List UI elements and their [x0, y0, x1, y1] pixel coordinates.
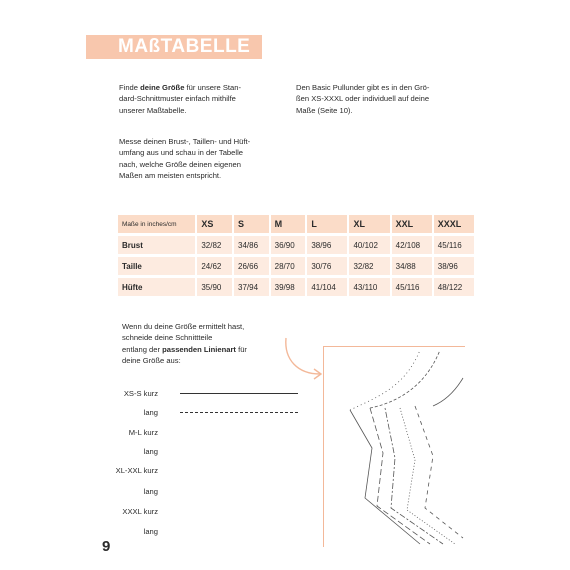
table-row [118, 257, 474, 275]
size-header: XXXL [434, 215, 474, 233]
size-header: S [234, 215, 269, 233]
table-cell: 38/96 [434, 257, 474, 275]
intro-text: Maßen am meisten entspricht. [119, 171, 222, 181]
size-header: XS [197, 215, 232, 233]
legend-label-xl-xxl-kurz: XL-XXL kurz [115, 466, 158, 475]
intro-text: ßen XS-XXXL oder individuell auf deine [296, 94, 430, 104]
legend-label-m-l-kurz: M-L kurz [128, 428, 158, 437]
table-cell: 26/66 [234, 257, 269, 275]
table-row [118, 236, 474, 254]
legend-label-xs-s-kurz: XS-S kurz [123, 389, 158, 398]
intro-text: für unsere Stan- [184, 83, 241, 92]
intro-bold: deine Größe [140, 83, 185, 92]
size-header: XXL [392, 215, 432, 233]
table-cell: 35/90 [197, 278, 232, 296]
table-cell: 45/116 [434, 236, 474, 254]
table-cell: 34/88 [392, 257, 432, 275]
table-cell: 48/122 [434, 278, 474, 296]
intro-text: dard-Schnittmuster einfach mithilfe [119, 94, 236, 104]
page-number: 9 [102, 538, 111, 555]
instruction-text: deine Größe aus: [122, 356, 181, 366]
table-cell: 45/116 [392, 278, 432, 296]
intro-paragraph-2 [119, 136, 294, 182]
table-row [118, 278, 474, 296]
table-cell: 41/104 [307, 278, 347, 296]
table-cell: 32/82 [349, 257, 389, 275]
row-label: Brust [118, 236, 195, 254]
table-cell: 32/82 [197, 236, 232, 254]
line-style-dashed [180, 412, 298, 413]
intro-text: unserer Maßtabelle. [119, 105, 187, 115]
intro-paragraph-1 [119, 82, 289, 116]
line-style-solid [180, 393, 298, 394]
table-cell: 30/76 [307, 257, 347, 275]
instruction-text: Wenn du deine Größe ermittelt hast, [122, 322, 245, 331]
intro-text: Maße (Seite 10). [296, 105, 353, 115]
intro-right-paragraph [296, 82, 466, 116]
size-header: M [271, 215, 306, 233]
instruction-text: schneide deine Schnittteile [122, 333, 213, 343]
intro-text: Den Basic Pullunder gibt es in den Grö- [296, 83, 430, 92]
intro-text: umfang aus und schau in der Tabelle [119, 148, 243, 158]
table-cell: 40/102 [349, 236, 389, 254]
table-cell: 43/110 [349, 278, 389, 296]
table-cell: 28/70 [271, 257, 306, 275]
instruction-text: entlang der [122, 344, 163, 354]
table-cell: 34/86 [234, 236, 269, 254]
table-corner-label: Maße in inches/cm [118, 215, 195, 233]
size-header: XL [349, 215, 389, 233]
size-table-header-row [118, 215, 474, 233]
instruction-text: für [235, 344, 247, 354]
intro-text: Finde [119, 83, 141, 92]
intro-text: Messe deinen Brust-, Taillen- und Hüft- [119, 137, 251, 146]
row-label: Taille [118, 257, 195, 275]
legend-label-xl-xxl-lang: lang [143, 487, 158, 496]
legend-label-m-l-lang: lang [143, 447, 158, 456]
legend-label-xxxl-kurz: XXXL kurz [122, 507, 158, 516]
table-cell: 38/96 [307, 236, 347, 254]
page-title: MAßTABELLE [118, 36, 251, 57]
legend-label-xs-s-lang: lang [143, 408, 158, 417]
size-header: L [307, 215, 347, 233]
table-cell: 24/62 [197, 257, 232, 275]
size-table [116, 212, 476, 299]
instruction-bold: passenden Linienart [162, 344, 236, 354]
table-cell: 39/98 [271, 278, 306, 296]
table-cell: 42/108 [392, 236, 432, 254]
title-banner [86, 35, 262, 59]
table-cell: 37/94 [234, 278, 269, 296]
row-label: Hüfte [118, 278, 195, 296]
pattern-armhole-illustration [325, 348, 465, 548]
table-cell: 36/90 [271, 236, 306, 254]
legend-label-xxxl-lang: lang [143, 527, 158, 536]
intro-text: nach, welche Größe deinen eigenen [119, 159, 242, 169]
